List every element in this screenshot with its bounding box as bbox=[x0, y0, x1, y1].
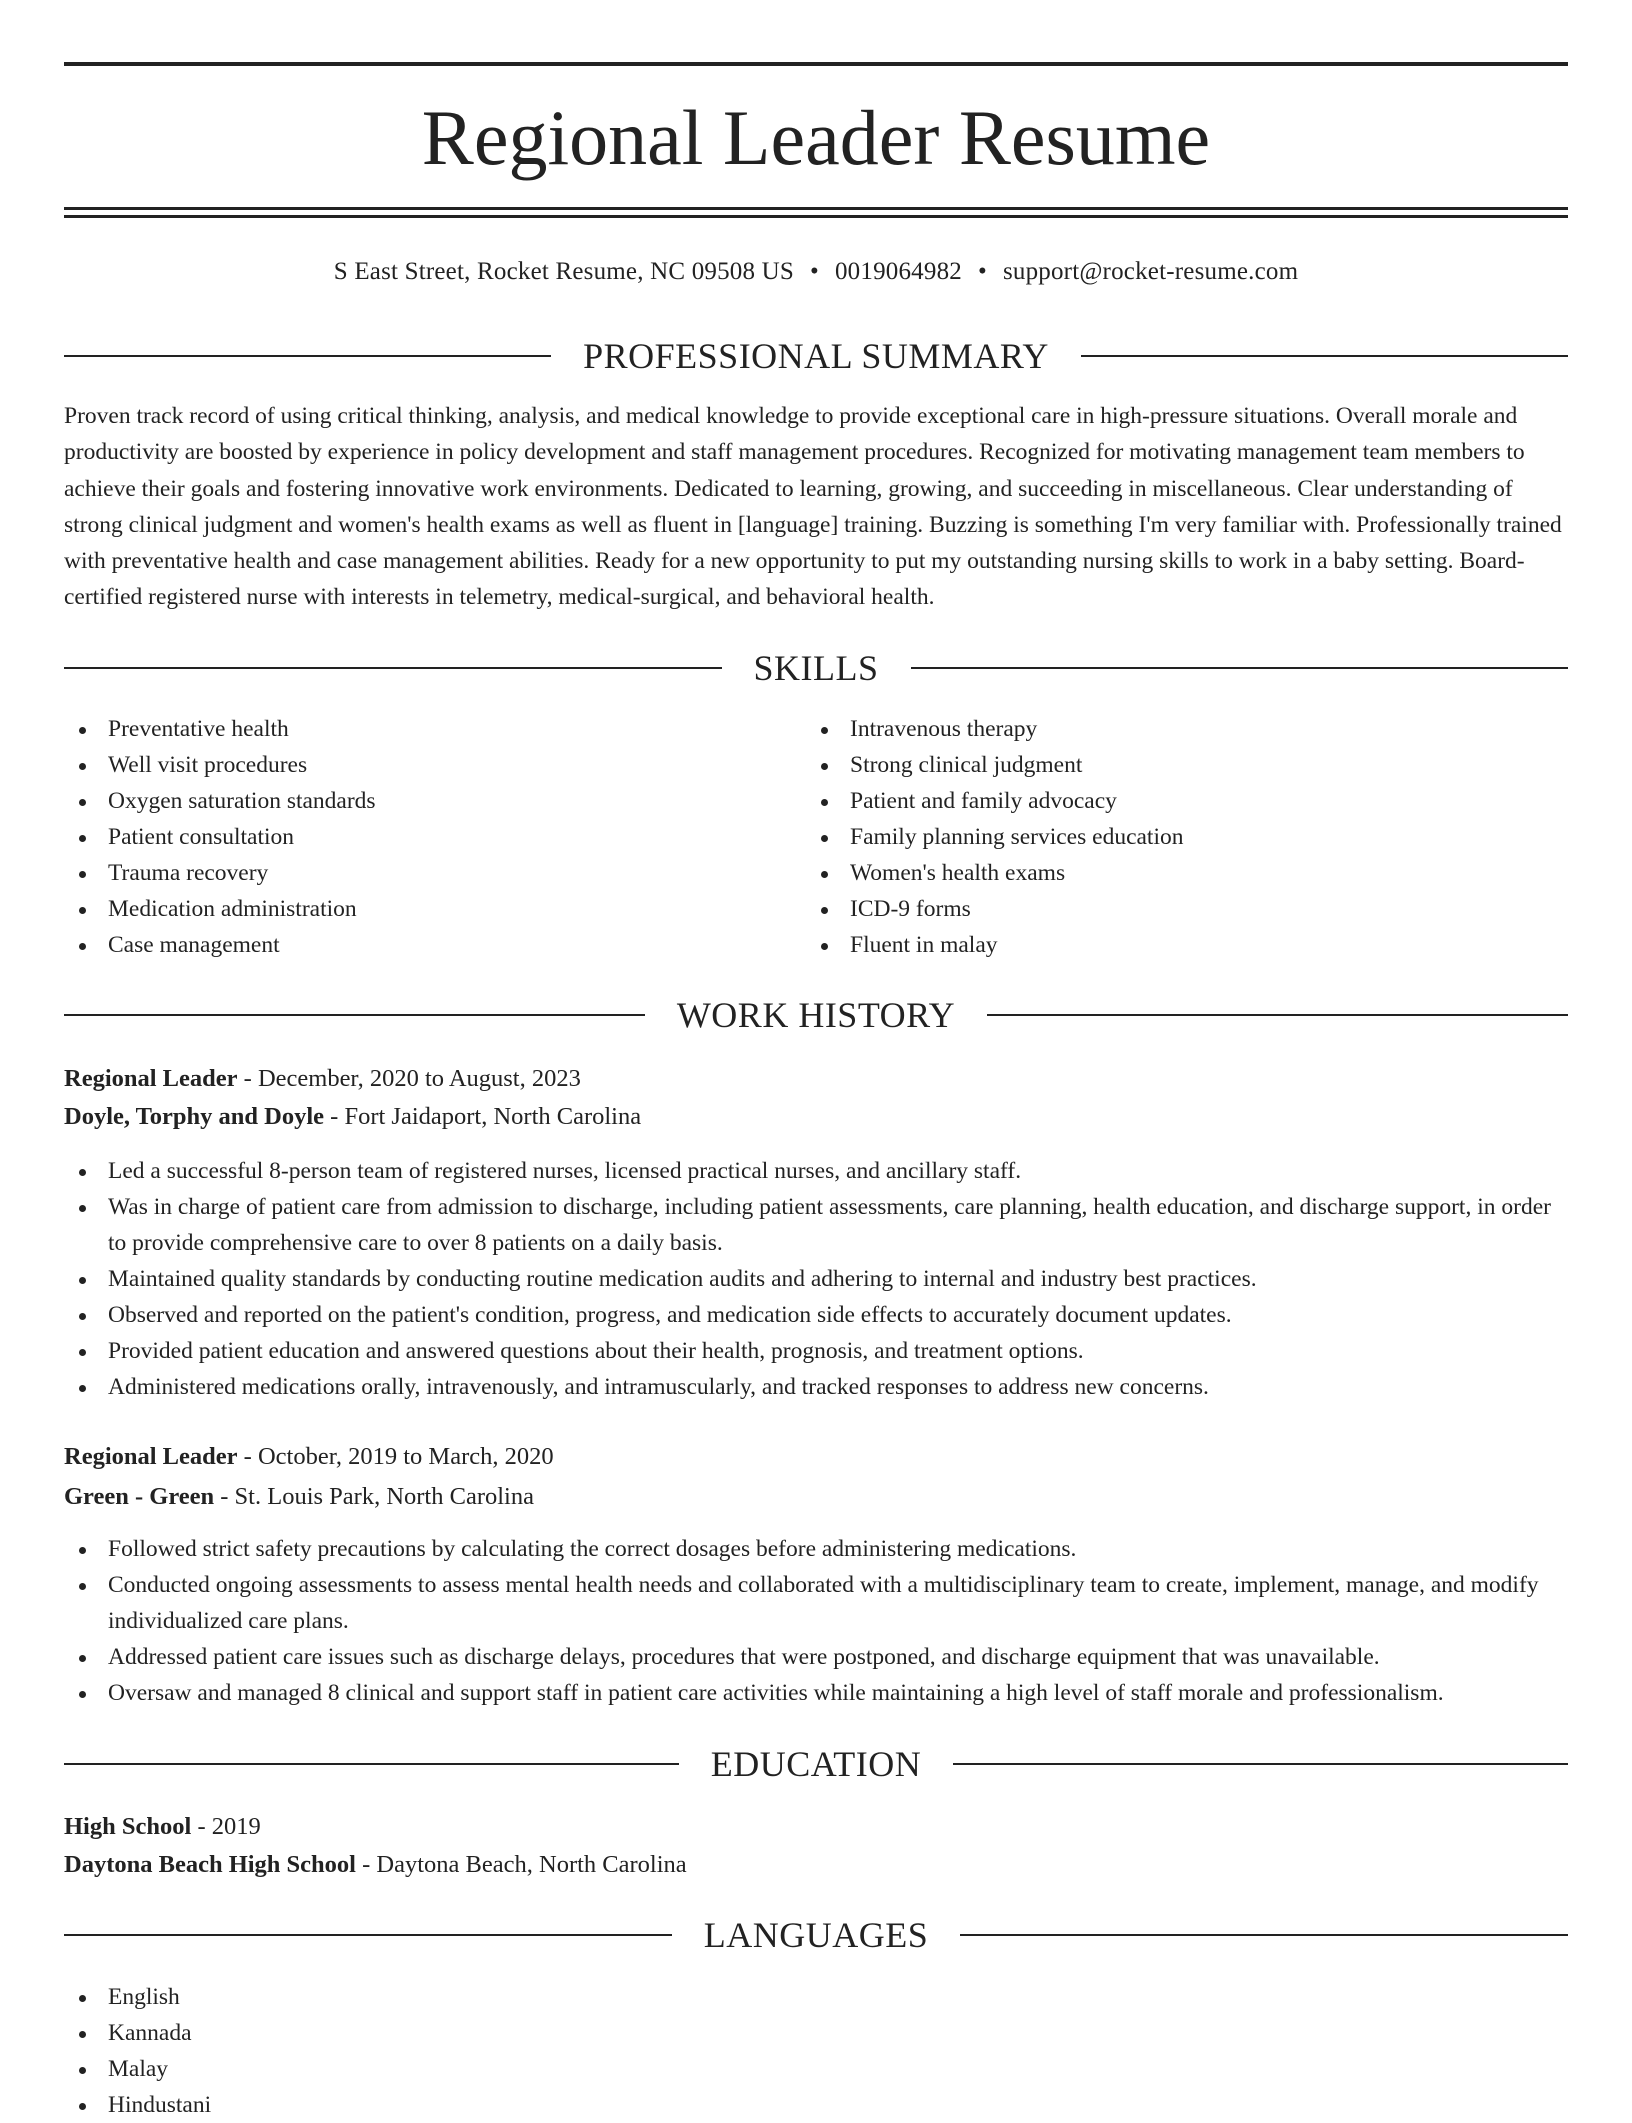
education-degree: High School bbox=[64, 1813, 192, 1840]
job-dates: - December, 2020 to August, 2023 bbox=[237, 1065, 581, 1092]
section-title: WORK HISTORY bbox=[676, 995, 956, 1035]
title-rule-upper bbox=[64, 207, 1568, 210]
languages-list bbox=[64, 1979, 1568, 2123]
title-rule-lower bbox=[64, 215, 1568, 218]
skill-item: Fluent in malay bbox=[806, 927, 1566, 963]
skill-item: Preventative health bbox=[64, 711, 764, 747]
education-degree-line bbox=[64, 1808, 1568, 1846]
job-title-line bbox=[64, 1060, 1568, 1098]
heading-rule bbox=[64, 667, 722, 669]
skill-item: Patient and family advocacy bbox=[806, 783, 1566, 819]
job-duty: Administered medications orally, intravenously, and intramuscularly, and tracked responses to address new concerns. bbox=[64, 1369, 1568, 1405]
section-title: PROFESSIONAL SUMMARY bbox=[583, 336, 1049, 376]
job-employer: Doyle, Torphy and Doyle bbox=[64, 1103, 325, 1130]
job-duty: Led a successful 8-person team of registered nurses, licensed practical nurses, and ancillary staff. bbox=[64, 1153, 1568, 1189]
skill-item: Trauma recovery bbox=[64, 855, 764, 891]
section-heading-work bbox=[64, 993, 1568, 1037]
job-duty: Provided patient education and answered questions about their health, prognosis, and treatment options. bbox=[64, 1333, 1568, 1369]
job-employer: Green - Green bbox=[64, 1483, 215, 1510]
skill-item: ICD-9 forms bbox=[806, 891, 1566, 927]
education-school: Daytona Beach High School bbox=[64, 1851, 356, 1878]
heading-rule bbox=[64, 1014, 645, 1016]
job-duty: Followed strict safety precautions by calculating the correct dosages before administering medications. bbox=[64, 1531, 1568, 1567]
job-title: Regional Leader bbox=[64, 1443, 238, 1470]
job-duty: Oversaw and managed 8 clinical and support staff in patient care activities while maintaining a high level of staff morale and professionalism. bbox=[64, 1675, 1568, 1711]
section-title: LANGUAGES bbox=[703, 1915, 929, 1955]
language-item: Hindustani bbox=[64, 2087, 1568, 2123]
section-heading-languages bbox=[64, 1913, 1568, 1957]
job-duty: Maintained quality standards by conducting routine medication audits and adhering to internal and industry best practices. bbox=[64, 1261, 1568, 1297]
section-title: SKILLS bbox=[753, 648, 879, 688]
education-school-line bbox=[64, 1846, 1568, 1884]
resume-title: Regional Leader Resume bbox=[421, 94, 1211, 181]
job-employer-line bbox=[64, 1098, 1568, 1136]
contact-line bbox=[64, 252, 1568, 292]
job-duty: Observed and reported on the patient's condition, progress, and medication side effects to accurately document updates. bbox=[64, 1297, 1568, 1333]
heading-rule bbox=[64, 1763, 679, 1765]
heading-rule bbox=[64, 1934, 672, 1936]
contact-email: support@rocket-resume.com bbox=[1002, 258, 1299, 285]
heading-rule bbox=[953, 1763, 1568, 1765]
heading-rule bbox=[987, 1014, 1568, 1016]
job-duties-list bbox=[64, 1153, 1568, 1405]
job-location: - St. Louis Park, North Carolina bbox=[214, 1483, 534, 1510]
heading-rule bbox=[64, 355, 551, 357]
section-heading-skills bbox=[64, 646, 1568, 690]
education-location: - Daytona Beach, North Carolina bbox=[356, 1851, 687, 1878]
heading-rule bbox=[1081, 355, 1568, 357]
skill-item: Intravenous therapy bbox=[806, 711, 1566, 747]
job-duty: Conducted ongoing assessments to assess mental health needs and collaborated with a multidisciplinary team to create, implement, manage, and modify individualized care plans. bbox=[64, 1567, 1568, 1639]
job-title: Regional Leader bbox=[64, 1065, 238, 1092]
skill-item: Well visit procedures bbox=[64, 747, 764, 783]
skills-list-left bbox=[64, 711, 764, 963]
skill-item: Medication administration bbox=[64, 891, 764, 927]
language-item: Kannada bbox=[64, 2015, 1568, 2051]
skill-item: Family planning services education bbox=[806, 819, 1566, 855]
job-dates: - October, 2019 to March, 2020 bbox=[237, 1443, 554, 1470]
job-location: - Fort Jaidaport, North Carolina bbox=[324, 1103, 642, 1130]
language-item: English bbox=[64, 1979, 1568, 2015]
contact-address: S East Street, Rocket Resume, NC 09508 US bbox=[333, 258, 795, 285]
section-heading-education bbox=[64, 1742, 1568, 1786]
skill-item: Patient consultation bbox=[64, 819, 764, 855]
top-rule bbox=[64, 62, 1568, 66]
job-employer-line bbox=[64, 1478, 1568, 1516]
contact-phone: 0019064982 bbox=[834, 258, 962, 285]
section-title: EDUCATION bbox=[710, 1744, 922, 1784]
skills-list-right bbox=[806, 711, 1566, 963]
job-duties-list bbox=[64, 1531, 1568, 1711]
language-item: Malay bbox=[64, 2051, 1568, 2087]
skill-item: Oxygen saturation standards bbox=[64, 783, 764, 819]
skill-item: Strong clinical judgment bbox=[806, 747, 1566, 783]
contact-separator: • bbox=[977, 258, 987, 285]
skill-item: Women's health exams bbox=[806, 855, 1566, 891]
job-title-line bbox=[64, 1438, 1568, 1476]
contact-separator: • bbox=[810, 258, 819, 285]
skill-item: Case management bbox=[64, 927, 764, 963]
summary-paragraph: Proven track record of using critical thinking, analysis, and medical knowledge to provide exceptional care in high-pressure situations. Overall morale and productivity are boosted by experience in policy development and staff management procedures. Recognized for motivating management team members to achieve their goals and fostering innovative work environments. Dedicated to learning, growing, and succeeding in miscellaneous. Clear understanding of strong clinical judgment and women's health exams as well as fluent in [language] training. Buzzing is something I'm very familiar with. Professionally trained with preventative health and case management abilities. Ready for a new opportunity to put my outstanding nursing skills to work in a baby setting. Board-certified registered nurse with interests in telemetry, medical-surgical, and behavioral health. bbox=[64, 403, 1562, 611]
section-heading-summary bbox=[64, 334, 1568, 378]
heading-rule bbox=[960, 1934, 1568, 1936]
job-duty: Was in charge of patient care from admission to discharge, including patient assessments, care planning, health education, and discharge support, in order to provide comprehensive care to over 8 patients on a daily basis. bbox=[64, 1189, 1568, 1261]
job-duty: Addressed patient care issues such as discharge delays, procedures that were postponed, and discharge equipment that was unavailable. bbox=[64, 1639, 1568, 1675]
education-year: - 2019 bbox=[191, 1813, 261, 1840]
heading-rule bbox=[911, 667, 1569, 669]
